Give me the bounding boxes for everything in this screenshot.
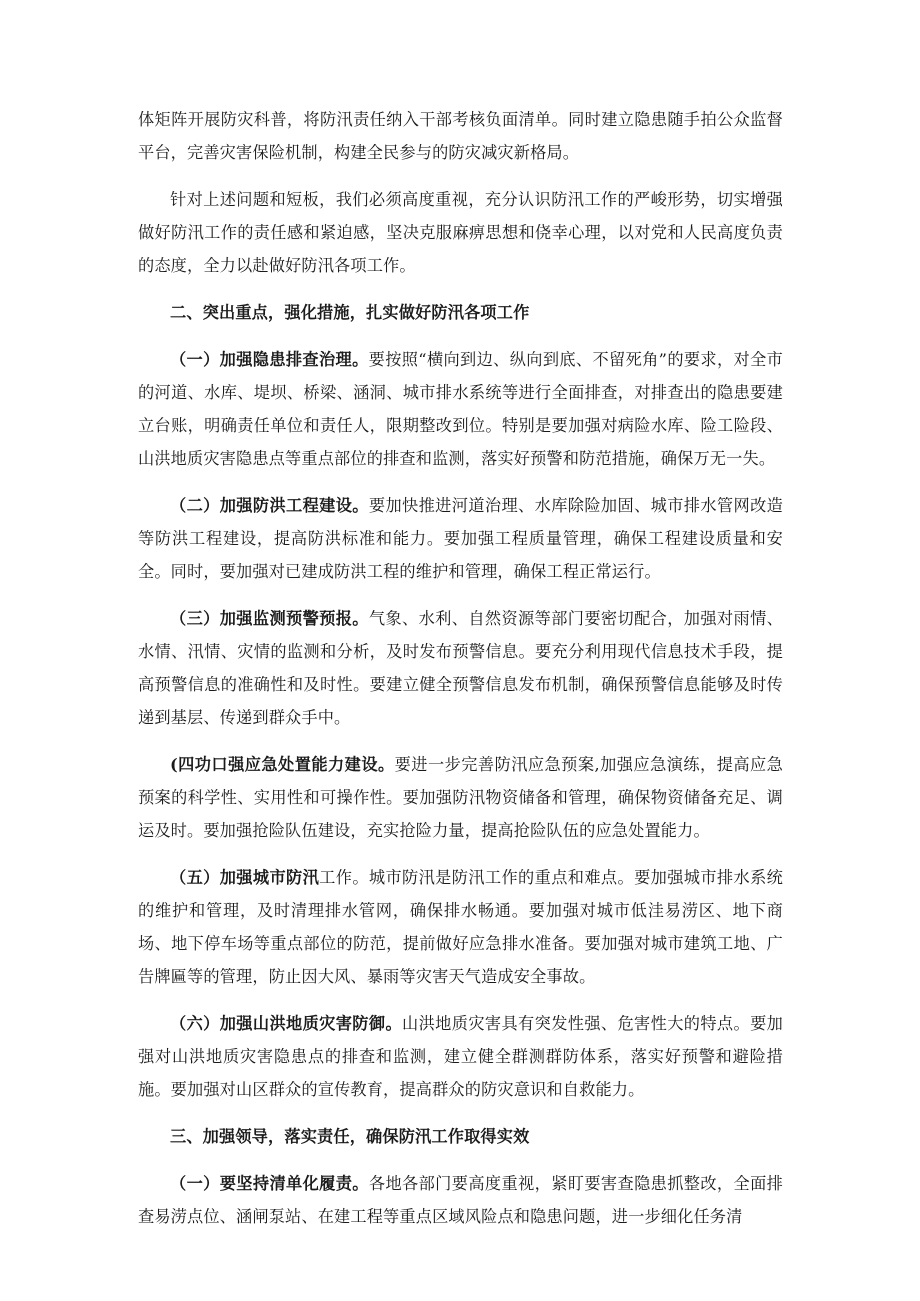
body-checklist-duty: 各地各部门要高度重视，紧盯要害查隐患抓整改，全面排查易涝点位、涵闸泵站、在建工程等重点区域风险点和隐患问题，进一步细化任务清: [138, 1174, 783, 1226]
lead-flood-engineering: （二）加强防洪工程建设。: [170, 496, 369, 515]
body-flood-engineering: 要加快推进河道治理、水库除险加固、城市排水管网改造等防洪工程建设，提高防洪标准和能力。要加强工程质量管理，确保工程建设质量和安全。同时，要加强对已建成防洪工程的维护和管理，确保工程正常运行。: [138, 496, 783, 581]
lead-monitoring-warning: （三）加强监测预警预报。: [170, 609, 369, 628]
paragraph-hazard-inspection: [138, 343, 783, 475]
paragraph-checklist-duty: [138, 1167, 783, 1233]
document-page: [138, 103, 783, 1233]
lead-emergency-response: (四功口强应急处置能力建设。: [170, 755, 395, 774]
lead-geological-hazard: （六）加强山洪地质灾害防御。: [170, 1014, 403, 1033]
body-urban-flood: 工作。城市防汛是防汛工作的重点和难点。要加强城市排水系统的维护和管理，及时清理排水管网，确保排水畅通。要加强对城市低洼易涝区、地下商场、地下停车场等重点部位的防范，提前做好应急排水准备。要加强对城市建筑工地、广告牌匾等的管理，防止因大风、暴雨等灾害天气造成安全事故。: [138, 868, 783, 986]
body-hazard-inspection: 要按照“横向到边、纵向到底、不留死角”的要求，对全市的河道、水库、堤坝、桥梁、涵洞、城市排水系统等进行全面排查，对排查出的隐患要建立台账，明确责任单位和责任人，限期整改到位。特别是要加强对病险水库、险工险段、山洪地质灾害隐患点等重点部位的排查和监测，落实好预警和防范措施，确保万无一失。: [138, 350, 783, 468]
lead-hazard-inspection: （一）加强隐患排查治理。: [170, 350, 369, 369]
section-heading-3: 三、加强领导，落实责任，确保防汛工作取得实效: [170, 1127, 530, 1146]
paragraph-geological-hazard: [138, 1007, 783, 1106]
paragraph-monitoring-warning: [138, 602, 783, 734]
lead-checklist-duty: （一）要坚持清单化履责。: [170, 1174, 369, 1193]
paragraph-urban-flood: [138, 861, 783, 993]
body-emergency-response: 要进一步完善防汛应急预案,加强应急演练，提高应急预案的科学性、实用性和可操作性。要加强防汛物资储备和管理，确保物资储备充足、调运及时。要加强抢险队伍建设，充实抢险力量，提高抢险队伍的应急处置能力。: [138, 755, 783, 840]
paragraph-flood-engineering: [138, 489, 783, 588]
lead-urban-flood: （五）加强城市防汛: [170, 868, 320, 887]
section-heading-2: 二、突出重点，强化措施，扎实做好防汛各项工作: [170, 303, 530, 322]
body-monitoring-warning: 气象、水利、自然资源等部门要密切配合，加强对雨情、水情、汛情、灾情的监测和分析，及时发布预警信息。要充分利用现代信息技术手段，提高预警信息的准确性和及时性。要建立健全预警信息发布机制，确保预警信息能够及时传递到基层、传递到群众手中。: [138, 609, 783, 727]
body-geological-hazard: 山洪地质灾害具有突发性强、危害性大的特点。要加强对山洪地质灾害隐患点的排查和监测，建立健全群测群防体系，落实好预警和避险措施。要加强对山区群众的宣传教育，提高群众的防灾意识和自救能力。: [138, 1014, 783, 1099]
paragraph-summary: 针对上述问题和短板，我们必须高度重视，充分认识防汛工作的严峻形势，切实增强做好防汛工作的责任感和紧迫感，坚决克服麻痹思想和侥幸心理，以对党和人民高度负责的态度，全力以赴做好防汛各项工作。: [138, 190, 783, 275]
paragraph-emergency-response: [138, 748, 783, 847]
paragraph-continued: 体矩阵开展防灾科普，将防汛责任纳入干部考核负面清单。同时建立隐患随手拍公众监督平台，完善灾害保险机制，构建全民参与的防灾减灾新格局。: [138, 110, 783, 162]
